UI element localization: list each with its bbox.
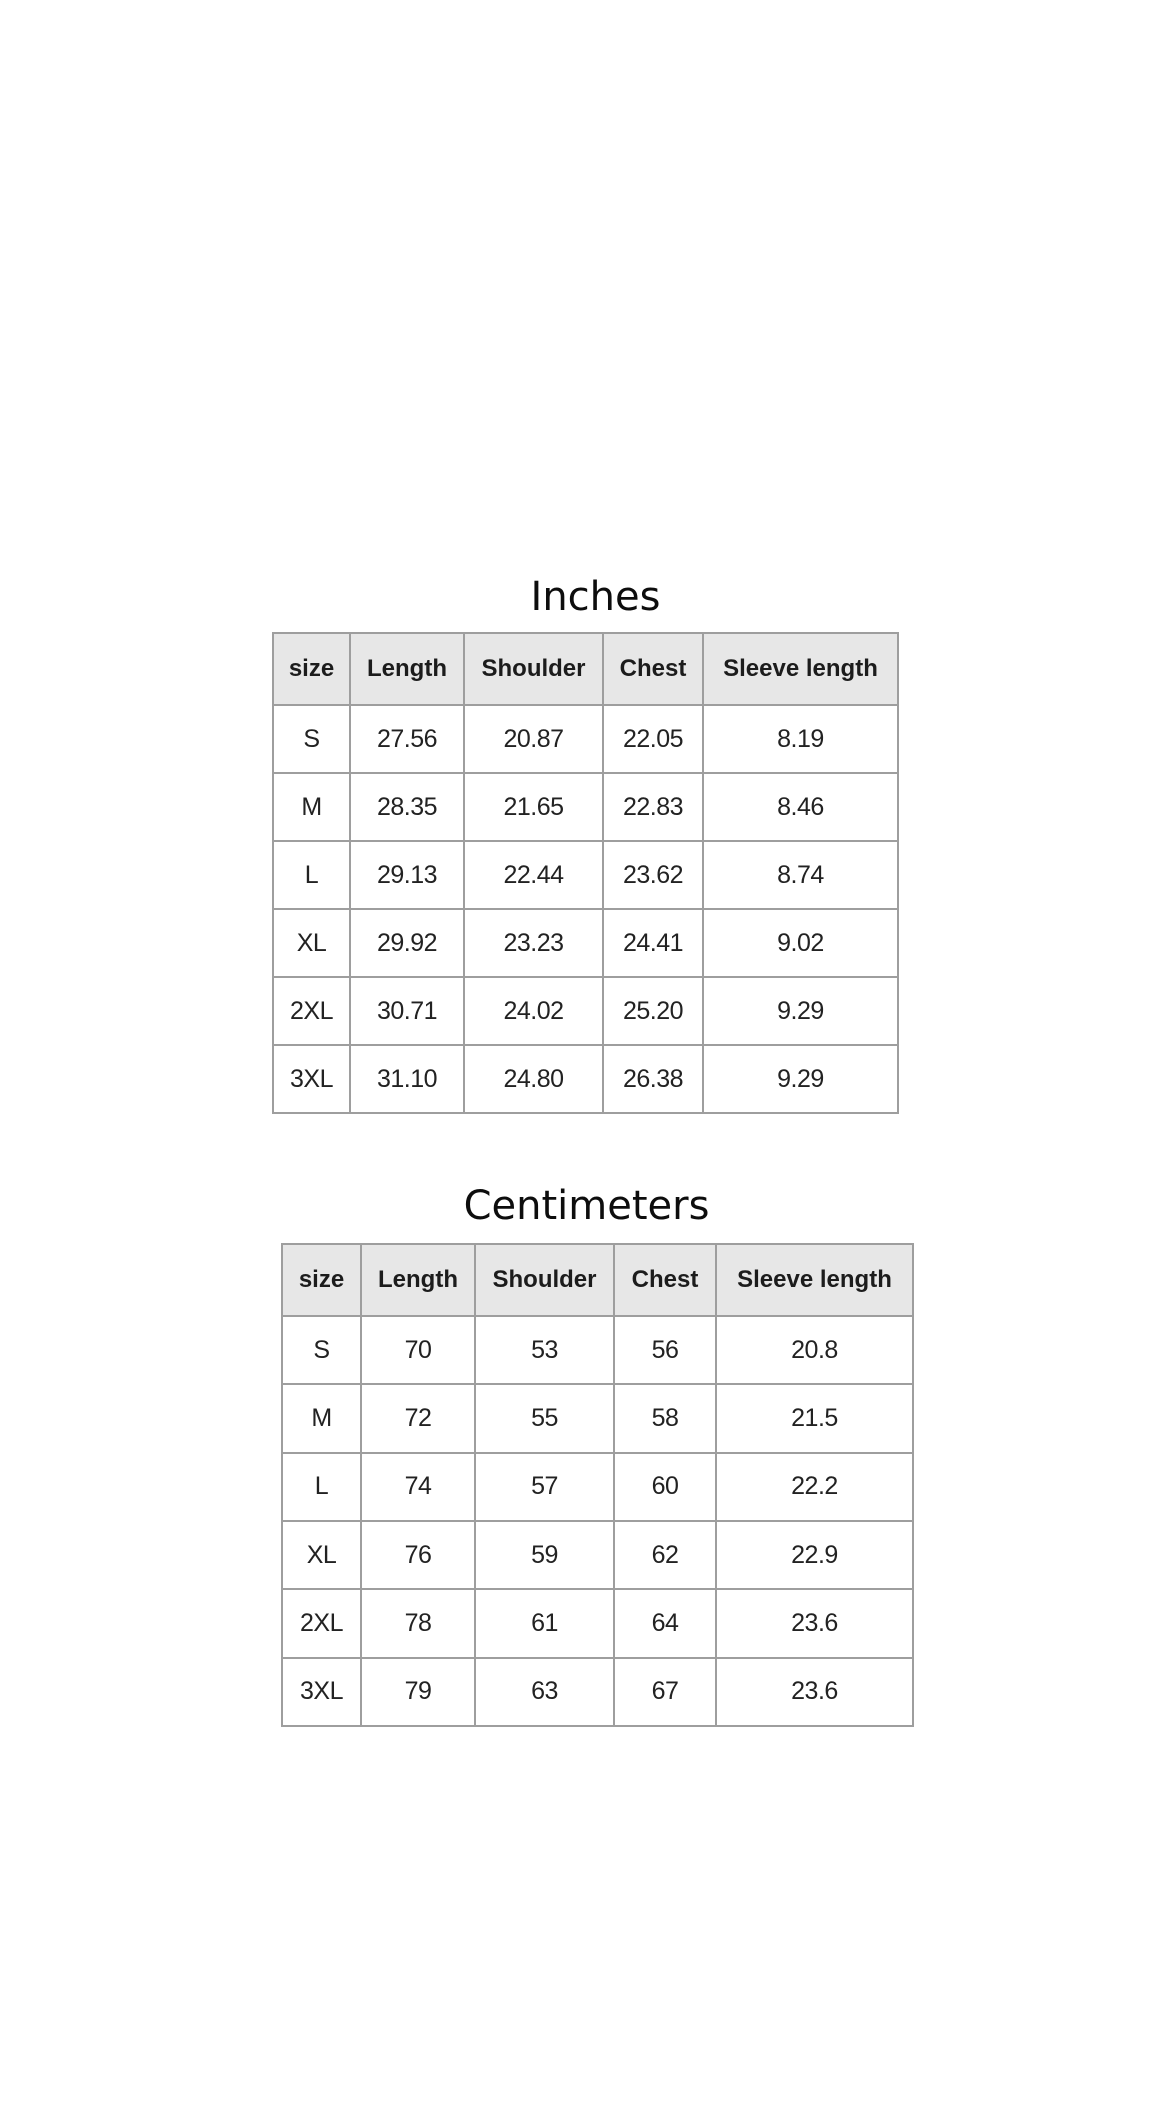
column-header-length: Length [350, 633, 464, 705]
cell-sleeve-length: 9.02 [703, 909, 898, 977]
cell-shoulder: 23.23 [464, 909, 603, 977]
cell-length: 31.10 [350, 1045, 464, 1113]
cell-sleeve-length: 21.5 [716, 1384, 913, 1452]
cell-chest: 60 [614, 1453, 716, 1521]
cell-shoulder: 53 [475, 1316, 614, 1384]
cell-length: 74 [361, 1453, 475, 1521]
cell-shoulder: 22.44 [464, 841, 603, 909]
table-row [273, 773, 898, 841]
cell-length: 70 [361, 1316, 475, 1384]
cell-shoulder: 59 [475, 1521, 614, 1589]
cell-shoulder: 61 [475, 1589, 614, 1657]
column-header-shoulder: Shoulder [475, 1244, 614, 1316]
table-row [273, 841, 898, 909]
cell-chest: 56 [614, 1316, 716, 1384]
cell-shoulder: 63 [475, 1658, 614, 1726]
cell-shoulder: 20.87 [464, 705, 603, 773]
cell-shoulder: 55 [475, 1384, 614, 1452]
cell-size: L [282, 1453, 361, 1521]
cell-size: S [273, 705, 350, 773]
table-row [282, 1589, 913, 1657]
cell-chest: 67 [614, 1658, 716, 1726]
cell-chest: 22.05 [603, 705, 703, 773]
cell-size: 2XL [273, 977, 350, 1045]
table-row [273, 977, 898, 1045]
column-header-chest: Chest [603, 633, 703, 705]
cell-size: XL [282, 1521, 361, 1589]
cell-chest: 62 [614, 1521, 716, 1589]
cell-length: 76 [361, 1521, 475, 1589]
centimeters-title: Centimeters [463, 1183, 710, 1229]
cell-size: M [273, 773, 350, 841]
column-header-shoulder: Shoulder [464, 633, 603, 705]
cell-length: 72 [361, 1384, 475, 1452]
table-row [282, 1316, 913, 1384]
cell-shoulder: 24.02 [464, 977, 603, 1045]
cell-length: 28.35 [350, 773, 464, 841]
cell-length: 78 [361, 1589, 475, 1657]
inches-size-table [272, 632, 899, 1114]
cell-sleeve-length: 23.6 [716, 1658, 913, 1726]
table-row [282, 1658, 913, 1726]
cell-sleeve-length: 22.9 [716, 1521, 913, 1589]
cell-size: M [282, 1384, 361, 1452]
column-header-size: size [273, 633, 350, 705]
cell-chest: 22.83 [603, 773, 703, 841]
cell-size: 2XL [282, 1589, 361, 1657]
table-header-row [273, 633, 898, 705]
cell-length: 27.56 [350, 705, 464, 773]
table-row [273, 909, 898, 977]
cell-sleeve-length: 8.19 [703, 705, 898, 773]
cell-chest: 64 [614, 1589, 716, 1657]
cell-chest: 24.41 [603, 909, 703, 977]
column-header-chest: Chest [614, 1244, 716, 1316]
cell-sleeve-length: 20.8 [716, 1316, 913, 1384]
cell-chest: 23.62 [603, 841, 703, 909]
cell-length: 29.92 [350, 909, 464, 977]
table-row [273, 705, 898, 773]
cell-size: S [282, 1316, 361, 1384]
cell-shoulder: 24.80 [464, 1045, 603, 1113]
cell-shoulder: 21.65 [464, 773, 603, 841]
table-row [282, 1453, 913, 1521]
cell-shoulder: 57 [475, 1453, 614, 1521]
cell-sleeve-length: 8.74 [703, 841, 898, 909]
column-header-sleeve-length: Sleeve length [703, 633, 898, 705]
inches-title: Inches [530, 574, 661, 620]
cell-sleeve-length: 22.2 [716, 1453, 913, 1521]
cell-length: 79 [361, 1658, 475, 1726]
column-header-sleeve-length: Sleeve length [716, 1244, 913, 1316]
table-row [273, 1045, 898, 1113]
cell-size: L [273, 841, 350, 909]
table-header-row [282, 1244, 913, 1316]
cell-sleeve-length: 23.6 [716, 1589, 913, 1657]
table-row [282, 1384, 913, 1452]
cell-sleeve-length: 9.29 [703, 1045, 898, 1113]
table-row [282, 1521, 913, 1589]
cell-chest: 25.20 [603, 977, 703, 1045]
cell-chest: 58 [614, 1384, 716, 1452]
cell-sleeve-length: 9.29 [703, 977, 898, 1045]
column-header-length: Length [361, 1244, 475, 1316]
cell-size: XL [273, 909, 350, 977]
column-header-size: size [282, 1244, 361, 1316]
cell-length: 29.13 [350, 841, 464, 909]
cell-size: 3XL [282, 1658, 361, 1726]
cell-length: 30.71 [350, 977, 464, 1045]
cell-size: 3XL [273, 1045, 350, 1113]
centimeters-size-table [281, 1243, 914, 1727]
cell-sleeve-length: 8.46 [703, 773, 898, 841]
cell-chest: 26.38 [603, 1045, 703, 1113]
